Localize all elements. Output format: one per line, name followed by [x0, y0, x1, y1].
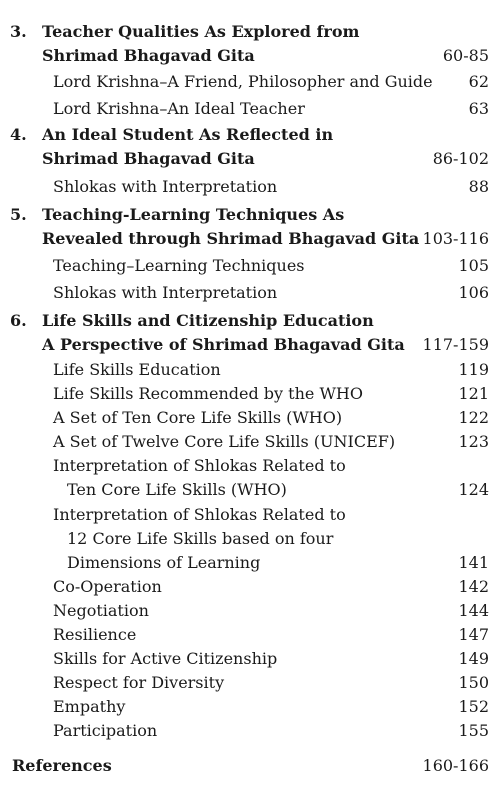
toc-section-line: [0, 406, 501, 430]
page-number: 63: [468, 99, 489, 118]
page-number: 144: [458, 601, 489, 620]
page-number: 147: [458, 625, 489, 644]
toc-section-line: [0, 430, 501, 454]
toc-entry-title: 12 Core Life Skills based on four: [67, 529, 334, 548]
page-number: 60-85: [442, 46, 489, 65]
toc-entry-title: Respect for Diversity: [53, 673, 225, 692]
toc-entry-title: Teaching–Learning Techniques: [53, 256, 305, 275]
toc-section-line: [0, 478, 501, 502]
toc-entry-title: Dimensions of Learning: [67, 553, 261, 572]
toc-entry-title: Lord Krishna–A Friend, Philosopher and Guide: [53, 72, 433, 91]
toc-entry-title: A Set of Twelve Core Life Skills (UNICEF): [53, 432, 396, 451]
toc-chapter-line: [0, 309, 501, 333]
toc-section-line: [0, 454, 501, 478]
toc-section-line: [0, 647, 501, 671]
toc-entry-title: Ten Core Life Skills (WHO): [67, 480, 287, 499]
page-number: 123: [458, 432, 489, 451]
toc-section-line: [0, 623, 501, 647]
toc-section-line: [0, 97, 501, 121]
toc-section-line: [0, 70, 501, 94]
page-number: 86-102: [432, 149, 489, 168]
toc-section-line: [0, 599, 501, 623]
toc-entry-title: Participation: [53, 721, 158, 740]
toc-section-line: [0, 382, 501, 406]
toc-entry-title: Revealed through Shrimad Bhagavad Gita: [42, 229, 420, 248]
toc-entry-title: Teaching-Learning Techniques As: [42, 205, 345, 224]
toc-section-line: [0, 527, 501, 551]
toc-chapter-line: [0, 123, 501, 147]
page-number: 62: [468, 72, 489, 91]
toc-chapter-line: [0, 227, 501, 251]
toc-section-line: [0, 358, 501, 382]
toc-entry-title: An Ideal Student As Reflected in: [42, 125, 334, 144]
page-number: 105: [458, 256, 489, 275]
toc-entry-title: Shlokas with Interpretation: [53, 177, 278, 196]
toc-entry-title: Life Skills and Citizenship Education: [42, 311, 374, 330]
toc-entry-title: Skills for Active Citizenship: [53, 649, 278, 668]
toc-entry-title: Life Skills Recommended by the WHO: [53, 384, 363, 403]
toc-section-line: [0, 175, 501, 199]
toc-section-line: [0, 254, 501, 278]
page-number: 155: [458, 721, 489, 740]
toc-chapter-line: [0, 44, 501, 68]
page-number: 121: [458, 384, 489, 403]
toc-entry-title: Shlokas with Interpretation: [53, 283, 278, 302]
page-number: 150: [458, 673, 489, 692]
page-number: 149: [458, 649, 489, 668]
page-number: 106: [458, 283, 489, 302]
page-number: 124: [458, 480, 489, 499]
page-number: 122: [458, 408, 489, 427]
page-number: 152: [458, 697, 489, 716]
toc-entry-title: Life Skills Education: [53, 360, 221, 379]
toc-entry-title: Interpretation of Shlokas Related to: [53, 505, 346, 524]
chapter-number: 5.: [10, 205, 27, 224]
toc-chapter-line: [0, 147, 501, 171]
toc-section-line: [0, 671, 501, 695]
toc-chapter-line: [0, 333, 501, 357]
toc-entry-title: Teacher Qualities As Explored from: [42, 22, 360, 41]
page-number: 117-159: [422, 335, 489, 354]
page-number: 141: [458, 553, 489, 572]
toc-section-line: [0, 551, 501, 575]
toc-chapter-line: [0, 203, 501, 227]
toc-entry-title: References: [12, 756, 112, 775]
toc-entry-title: Shrimad Bhagavad Gita: [42, 46, 255, 65]
toc-entry-title: Shrimad Bhagavad Gita: [42, 149, 255, 168]
toc-entry-title: Resilience: [53, 625, 137, 644]
toc-entry-title: Co-Operation: [53, 577, 162, 596]
chapter-number: 6.: [10, 311, 27, 330]
toc-chapter-line: [0, 20, 501, 44]
toc-section-line: [0, 503, 501, 527]
toc-section-line: [0, 575, 501, 599]
toc-entry-title: A Set of Ten Core Life Skills (WHO): [53, 408, 343, 427]
toc-section-line: [0, 719, 501, 743]
page-number: 88: [468, 177, 489, 196]
toc-entry-title: Lord Krishna–An Ideal Teacher: [53, 99, 305, 118]
page-number: 160-166: [422, 756, 489, 775]
chapter-number: 3.: [10, 22, 27, 41]
toc-section-line: [0, 695, 501, 719]
toc-entry-title: Empathy: [53, 697, 126, 716]
page-number: 142: [458, 577, 489, 596]
toc-entry-title: Negotiation: [53, 601, 149, 620]
chapter-number: 4.: [10, 125, 27, 144]
page-number: 103-116: [422, 229, 489, 248]
toc-entry-title: A Perspective of Shrimad Bhagavad Gita: [42, 335, 405, 354]
toc-section-line: [0, 281, 501, 305]
toc-references-line: [0, 754, 501, 778]
toc-entry-title: Interpretation of Shlokas Related to: [53, 456, 346, 475]
page-number: 119: [458, 360, 489, 379]
